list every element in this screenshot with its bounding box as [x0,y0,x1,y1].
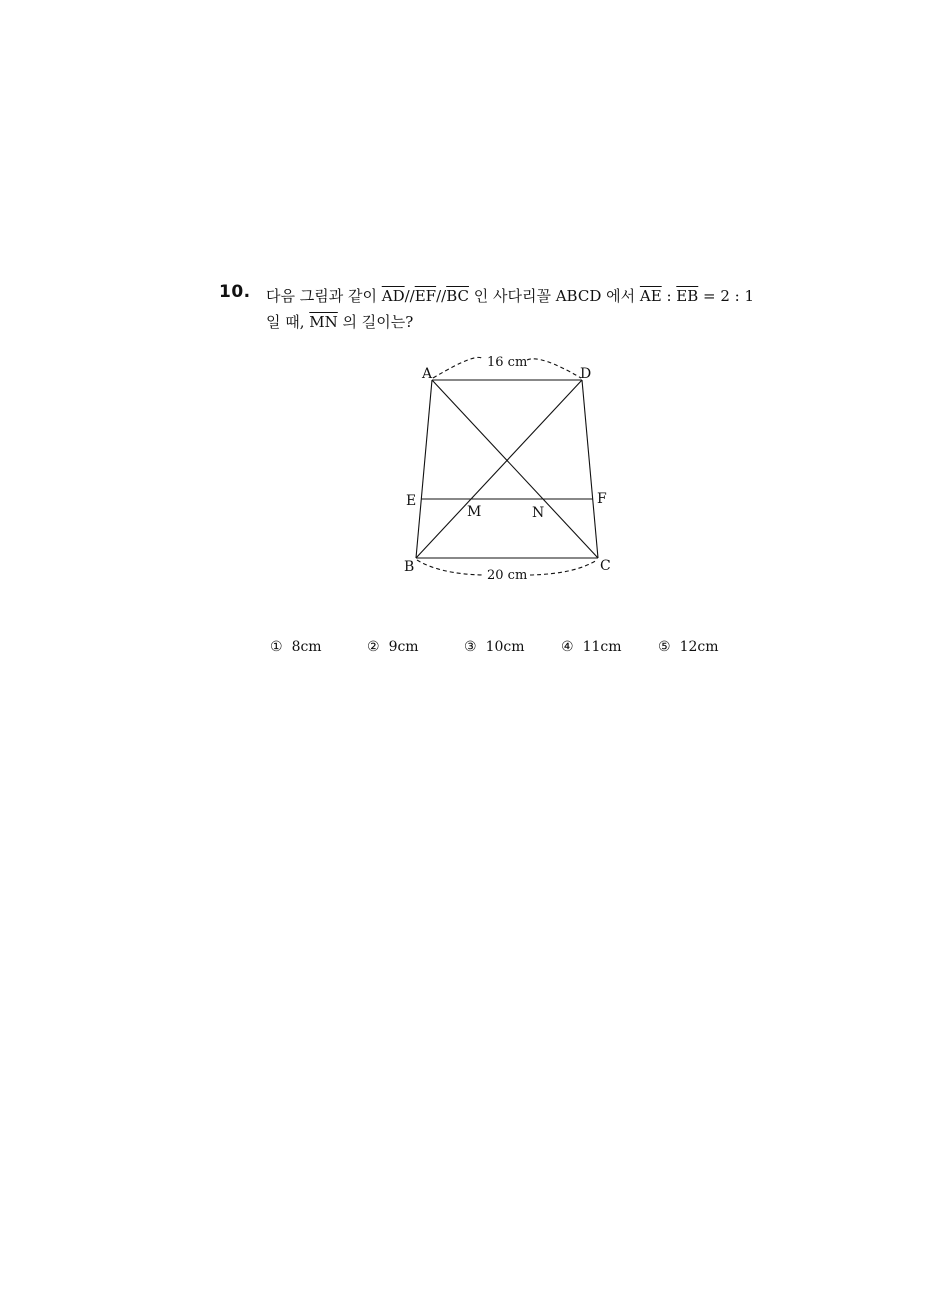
choice-mark: ② [367,639,380,655]
side-dc [582,380,598,558]
segment-ad: $\overline{AD}$ [381,287,405,305]
vertex-label-e: E [406,493,417,509]
segment-mn: $\overline{MN}$ [309,313,338,331]
ratio-colon: : [661,287,677,305]
choice-text: 10cm [485,639,525,655]
choice-5[interactable] [658,639,719,655]
choice-2[interactable] [367,639,419,655]
question-number: 10. [219,282,251,302]
answer-choices [0,639,926,661]
segment-eb: $\overline{EB}$ [676,287,699,305]
vertex-label-b: B [404,559,415,575]
choice-mark: ⑤ [658,639,671,655]
ratio-value: = 2 : 1 [698,287,755,305]
choice-mark: ① [270,639,283,655]
dimension-arc-top [433,357,483,378]
choice-mark: ③ [464,639,477,655]
choice-text: 8cm [291,639,322,655]
segment-ae: $\overline{AE}$ [639,287,662,305]
vertex-label-n: N [532,505,545,521]
vertex-label-m: M [467,504,482,520]
vertex-label-a: A [422,366,433,382]
stem-text: 일 때, [266,313,310,331]
dimension-arc-bottom [530,560,597,575]
vertex-label-d: D [580,366,592,382]
stem-text: 다음 그림과 같이 [266,287,382,305]
choice-mark: ④ [561,639,574,655]
choice-4[interactable] [561,639,622,655]
diagonal-bd [416,380,582,558]
choice-text: 11cm [582,639,622,655]
parallel-symbol: // [404,287,415,305]
choice-text: 9cm [388,639,419,655]
choice-1[interactable] [270,639,322,655]
parallel-symbol: // [436,287,447,305]
dimension-arc-top [527,359,581,378]
dimension-arc-bottom [417,560,483,575]
segment-ef: $\overline{EF}$ [414,287,437,305]
stem-text: 인 사다리꼴 ABCD 에서 [468,287,640,305]
vertex-label-c: C [600,558,611,574]
length-label-top: 16 cm [487,355,528,370]
side-ab [416,380,432,558]
choice-3[interactable] [464,639,525,655]
diagonal-ac [432,380,598,558]
choice-text: 12cm [679,639,719,655]
segment-bc: $\overline{BC}$ [446,287,469,305]
length-label-bottom: 20 cm [487,568,528,583]
stem-text: 의 길이는? [337,313,414,331]
vertex-label-f: F [597,491,607,507]
